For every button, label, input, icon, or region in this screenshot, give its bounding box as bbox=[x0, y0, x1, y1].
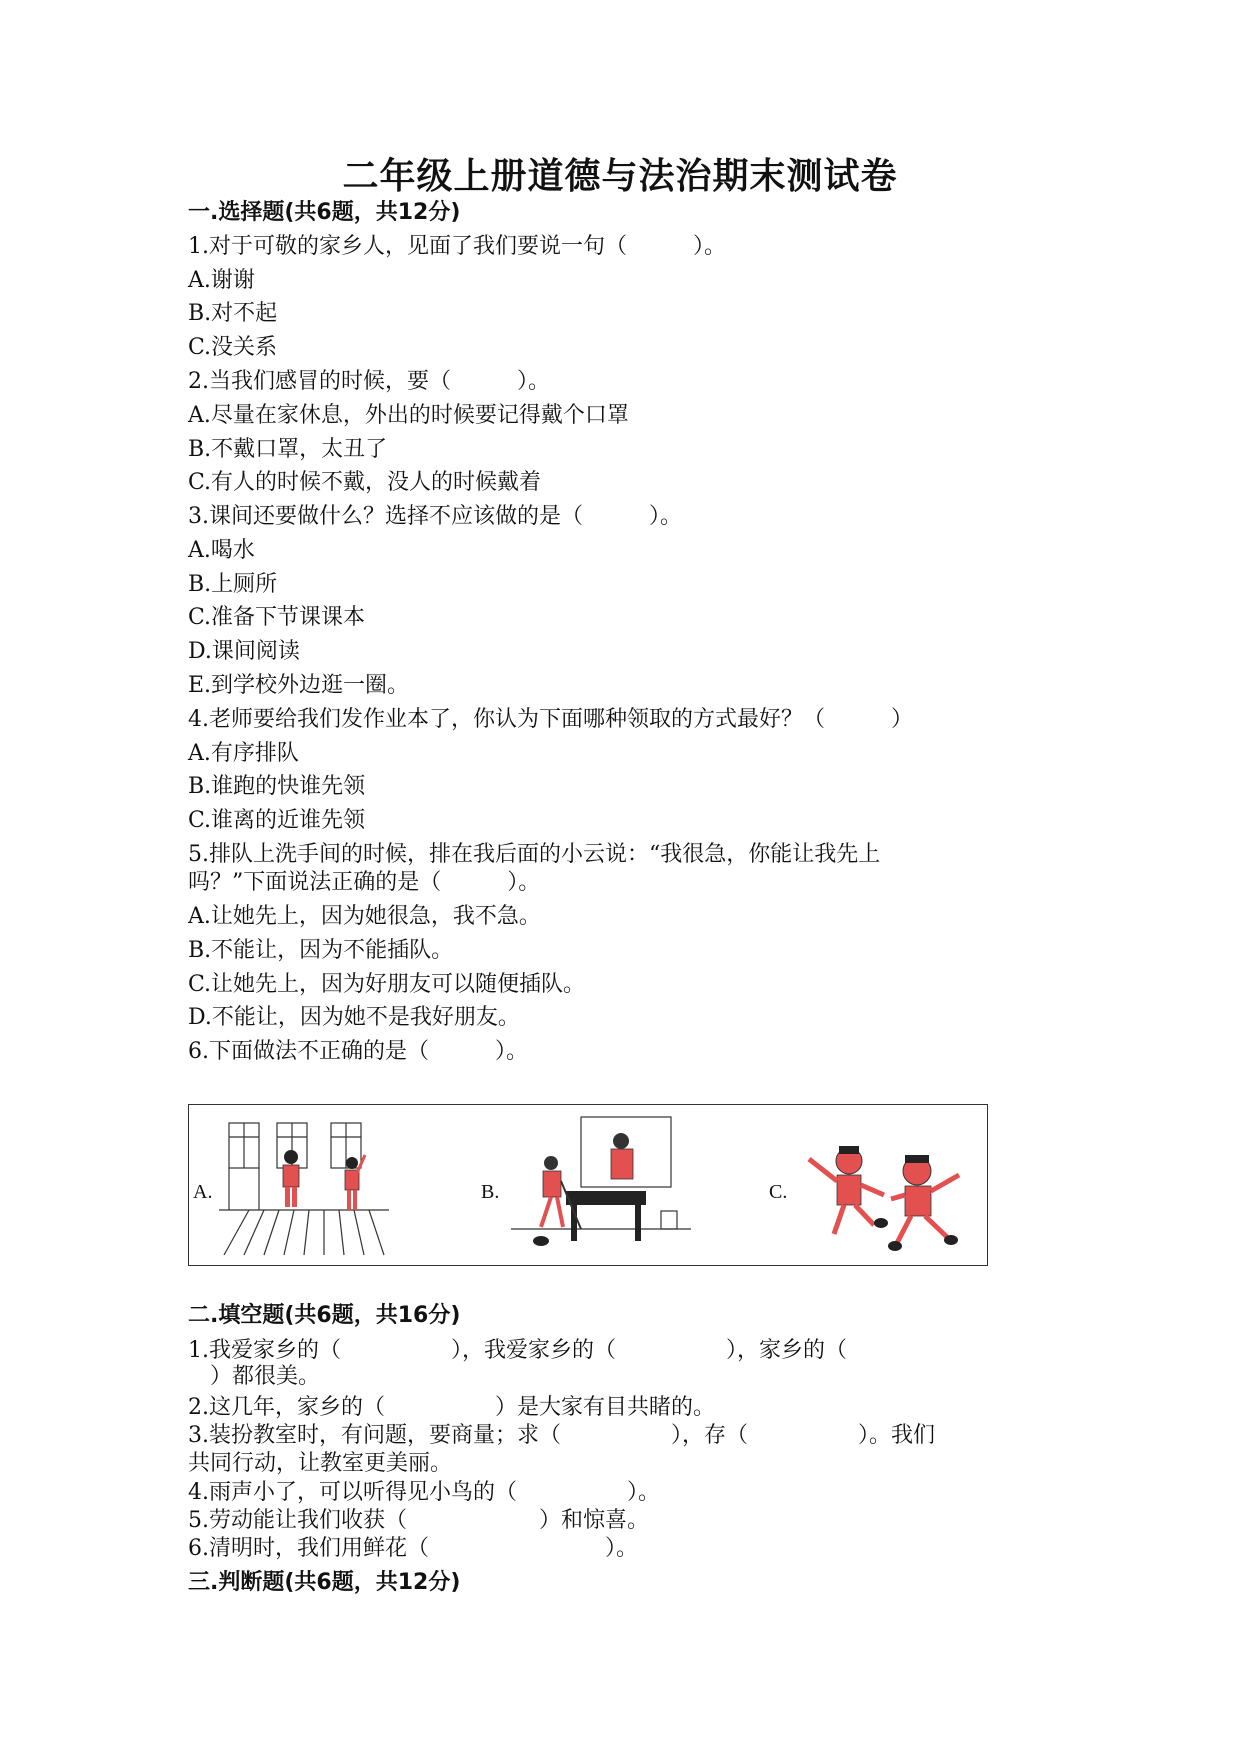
fill-6: 6.清明时，我们用鲜花（ ）。 bbox=[188, 1536, 638, 1561]
question-4-stem: 4.老师要给我们发作业本了，你认为下面哪种领取的方式最好？（ ） bbox=[188, 707, 913, 732]
question-5-option-d: D.不能让，因为她不是我好朋友。 bbox=[188, 1005, 520, 1030]
question-4-option-b: B.谁跑的快谁先领 bbox=[188, 774, 366, 799]
question-3-option-b: B.上厕所 bbox=[188, 572, 278, 597]
question-6-stem: 6.下面做法不正确的是（ ）。 bbox=[188, 1039, 528, 1064]
question-3-option-c: C.准备下节课课本 bbox=[188, 605, 366, 630]
question-2-option-a: A.尽量在家休息，外出的时候要记得戴个口罩 bbox=[188, 403, 629, 428]
question-3-option-d: D.课间阅读 bbox=[188, 639, 300, 664]
question-4-option-a: A.有序排队 bbox=[188, 741, 299, 766]
question-2-stem: 2.当我们感冒的时候，要（ ）。 bbox=[188, 369, 550, 394]
figure-label-b: B. bbox=[481, 1181, 500, 1203]
question-2-option-c: C.有人的时候不戴，没人的时候戴着 bbox=[188, 470, 542, 495]
page-title: 二年级上册道德与法治期末测试卷 bbox=[342, 156, 898, 197]
question-1-option-b: B.对不起 bbox=[188, 301, 278, 326]
picture-c-children-fighting bbox=[799, 1119, 979, 1259]
section-heading-fill: 二.填空题(共6题，共16分) bbox=[188, 1303, 461, 1328]
question-5-stem-line2: 吗？”下面说法正确的是（ ）。 bbox=[188, 870, 541, 895]
question-5-option-a: A.让她先上，因为她很急，我不急。 bbox=[188, 904, 541, 929]
question-5-option-c: C.让她先上，因为好朋友可以随便插队。 bbox=[188, 972, 586, 997]
fill-2: 2.这几年，家乡的（ ）是大家有目共睹的。 bbox=[188, 1395, 715, 1420]
figure-label-c: C. bbox=[769, 1181, 788, 1203]
section-heading-choice: 一.选择题(共6题，共12分) bbox=[188, 200, 461, 225]
fill-4: 4.雨声小了，可以听得见小鸟的（ ）。 bbox=[188, 1480, 660, 1505]
question-5-stem-line1: 5.排队上洗手间的时候，排在我后面的小云说：“我很急，你能让我先上 bbox=[188, 842, 881, 867]
fill-3-line2: 共同行动，让教室更美丽。 bbox=[188, 1451, 453, 1476]
picture-b-children-cleaning bbox=[511, 1111, 691, 1261]
fill-1-line2: ）都很美。 bbox=[188, 1364, 321, 1389]
question-1-stem: 1.对于可敬的家乡人，见面了我们要说一句（ ）。 bbox=[188, 234, 726, 259]
question-3-option-e: E.到学校外边逛一圈。 bbox=[188, 673, 410, 698]
fill-5: 5.劳动能让我们收获（ ）和惊喜。 bbox=[188, 1508, 649, 1533]
question-3-option-a: A.喝水 bbox=[188, 538, 255, 563]
question-4-option-c: C.谁离的近谁先领 bbox=[188, 808, 366, 833]
question-2-option-b: B.不戴口罩，太丑了 bbox=[188, 437, 388, 462]
figure-label-a: A. bbox=[193, 1181, 213, 1203]
picture-a-children-at-windows bbox=[219, 1115, 389, 1263]
question-5-option-b: B.不能让，因为不能插队。 bbox=[188, 938, 454, 963]
question-6-illustration bbox=[188, 1104, 988, 1266]
fill-1-line1: 1.我爱家乡的（ ），我爱家乡的（ ），家乡的（ bbox=[188, 1338, 847, 1363]
section-heading-judge: 三.判断题(共6题，共12分) bbox=[188, 1570, 461, 1595]
question-1-option-c: C.没关系 bbox=[188, 335, 278, 360]
question-1-option-a: A.谢谢 bbox=[188, 268, 255, 293]
question-3-stem: 3.课间还要做什么？选择不应该做的是（ ）。 bbox=[188, 504, 682, 529]
fill-3-line1: 3.装扮教室时，有问题，要商量；求（ ），存（ ）。我们 bbox=[188, 1423, 935, 1448]
